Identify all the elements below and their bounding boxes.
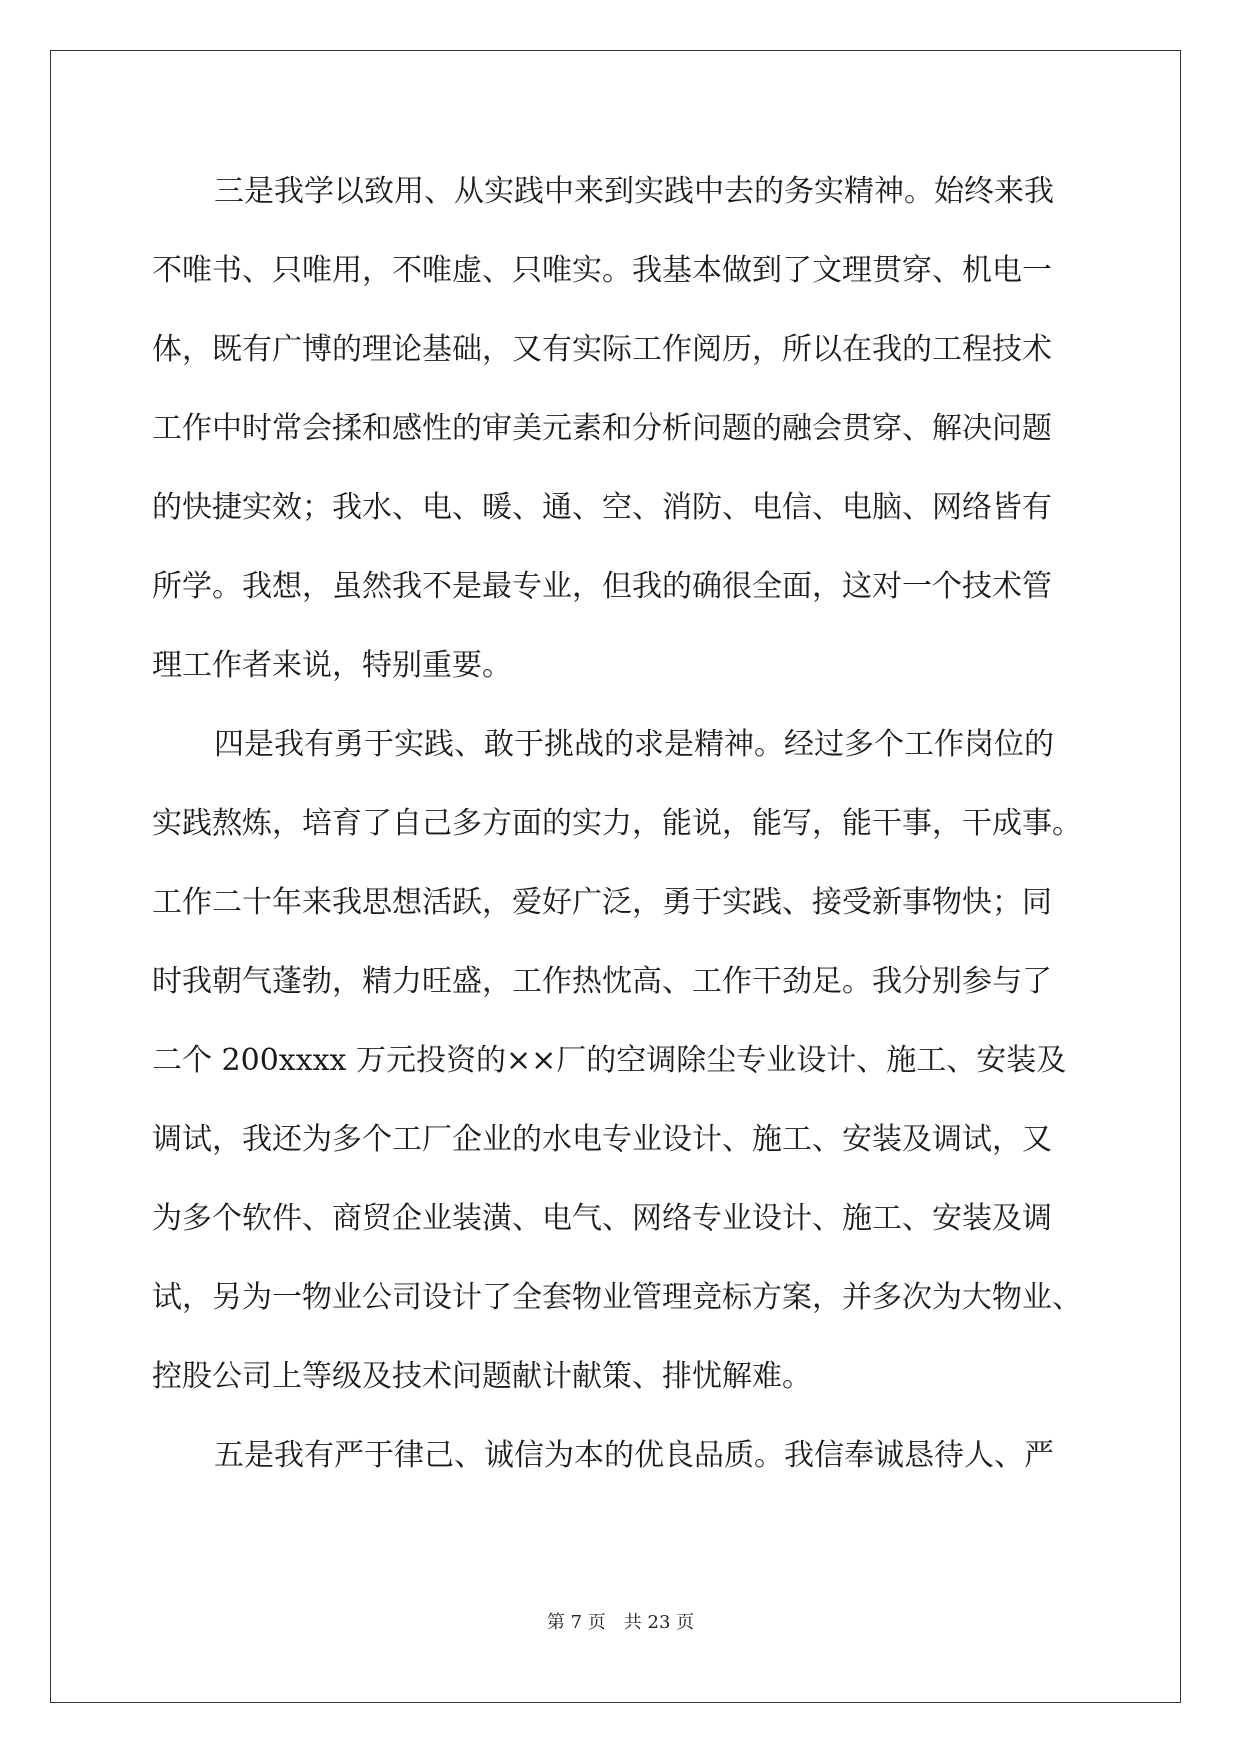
paragraph-4-line-1: 四是我有勇于实践、敢于挑战的求是精神。经过多个工作岗位的 [214, 727, 1054, 762]
document-body [152, 162, 1112, 1505]
paragraph-3-line-5: 的快捷实效；我水、电、暖、通、空、消防、电信、电脑、网络皆有 [152, 490, 1052, 525]
paragraph-4-line-8: 试，另为一物业公司设计了全套物业管理竞标方案，并多次为大物业、 [152, 1280, 1082, 1315]
paragraph-4-line-2: 实践熬炼，培育了自己多方面的实力，能说，能写，能干事，干成事。 [152, 806, 1082, 841]
paragraph-3-line-2: 不唯书、只唯用，不唯虚、只唯实。我基本做到了文理贯穿、机电一 [152, 253, 1052, 288]
paragraph-3-line-6: 所学。我想，虽然我不是最专业，但我的确很全面，这对一个技术管 [152, 569, 1052, 604]
paragraph-4-line-5: 二个 200xxxx 万元投资的××厂的空调除尘专业设计、施工、安装及 [152, 1043, 1067, 1078]
page-number: 第 7 页 [546, 1612, 606, 1633]
paragraph-3-line-4: 工作中时常会揉和感性的审美元素和分析问题的融会贯穿、解决问题 [152, 411, 1052, 446]
paragraph-4-line-4: 时我朝气蓬勃，精力旺盛，工作热忱高、工作干劲足。我分别参与了 [152, 964, 1052, 999]
paragraph-3-line-7: 理工作者来说，特别重要。 [152, 648, 512, 683]
paragraph-4-line-6: 调试，我还为多个工厂企业的水电专业设计、施工、安装及调试，又 [152, 1122, 1052, 1157]
paragraph-3-line-3: 体，既有广博的理论基础，又有实际工作阅历，所以在我的工程技术 [152, 332, 1052, 367]
page-total: 共 23 页 [623, 1612, 695, 1633]
paragraph-4-line-3: 工作二十年来我思想活跃，爱好广泛，勇于实践、接受新事物快；同 [152, 885, 1052, 920]
paragraph-3-line-1: 三是我学以致用、从实践中来到实践中去的务实精神。始终来我 [214, 174, 1054, 209]
paragraph-4-line-7: 为多个软件、商贸企业装潢、电气、网络专业设计、施工、安装及调 [152, 1201, 1052, 1236]
page-footer [0, 1611, 1241, 1635]
paragraph-4-line-9: 控股公司上等级及技术问题献计献策、排忧解难。 [152, 1359, 812, 1394]
paragraph-5-line-1: 五是我有严于律己、诚信为本的优良品质。我信奉诚恳待人、严 [214, 1438, 1054, 1473]
